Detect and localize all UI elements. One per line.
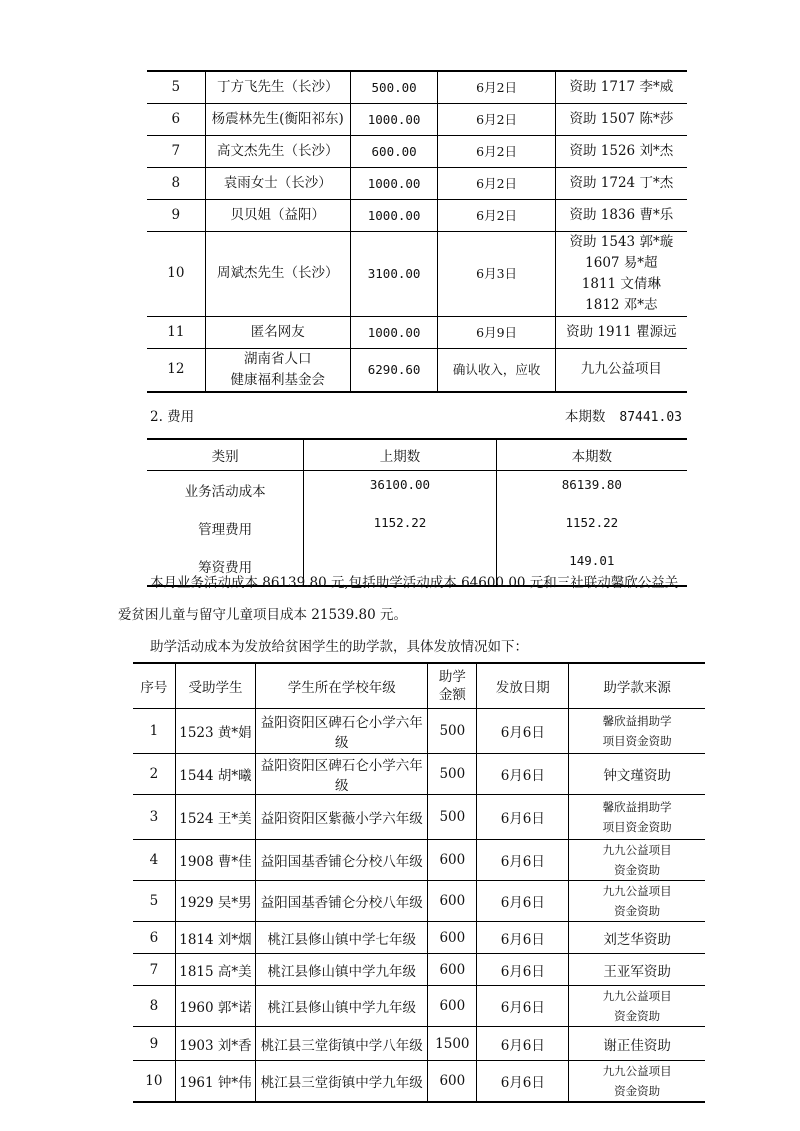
aid-intro-text: 助学活动成本为发放给贫困学生的助学款，具体发放情况如下： [150,639,528,655]
donation-no: 5 [147,71,205,103]
aid-amount: 500 [428,754,477,795]
aid-row [133,754,705,795]
aid-no: 3 [133,795,175,840]
donation-no: 6 [147,103,205,135]
donation-amount: 600.00 [350,135,438,167]
aid-source-line: 资金资助 [614,1084,661,1098]
aid-source-line: 馨欣益捐助学 [602,800,672,814]
aid-no: 9 [133,1027,175,1061]
aid-amount: 600 [428,954,477,986]
aid-amount: 600 [428,1061,477,1103]
aid-source-line: 钟文瑾资助 [603,768,671,784]
aid-no: 6 [133,922,175,954]
donation-donor-line: 匿名网友 [250,323,305,340]
donation-purpose [555,199,687,231]
donation-row [147,167,687,199]
aid-date: 6月6日 [477,754,569,795]
expense-prev: 36100.00 [304,471,496,510]
donation-purpose [555,167,687,199]
aid-no: 7 [133,954,175,986]
aid-source-line: 馨欣益捐助学 [602,714,672,728]
aid-date: 6月6日 [477,922,569,954]
aid-school: 益阳资阳区碑石仑小学六年级 [256,709,428,754]
aid-date: 6月6日 [477,795,569,840]
aid-school: 桃江县三堂街镇中学九年级 [256,1061,428,1103]
donation-row [147,103,687,135]
aid-row [133,986,705,1027]
donation-donor-line: 周斌杰先生（长沙） [216,265,339,281]
donation-purpose [555,348,687,392]
expense-section-total [565,405,682,425]
donation-purpose [555,231,687,316]
donation-donor-line: 高文杰先生（长沙） [216,142,339,159]
donation-no: 9 [147,199,205,231]
donation-row [147,316,687,348]
aid-header-no: 序号 [133,663,175,709]
donation-donor [205,231,350,316]
cost-summary-line1: 本月业务活动成本 86139.80 元,包括助学活动成本 64600.00 元和三社联动馨欣公益关 [150,575,679,591]
donation-date: 6月2日 [438,103,555,135]
donation-donor-line: 丁方飞先生（长沙） [216,78,339,95]
aid-date: 6月6日 [477,1027,569,1061]
aid-source-line: 资金资助 [614,1009,661,1023]
expense-category: 管理费用 [198,522,253,538]
aid-source-line: 刘芝华资助 [603,931,671,948]
aid-no: 4 [133,840,175,881]
aid-school: 益阳资阳区紫薇小学六年级 [256,795,428,840]
donation-row [147,348,687,392]
donation-donor-line: 袁雨女士（长沙） [223,174,332,191]
aid-source-line: 九九公益项目 [602,1064,672,1078]
expense-curr: 86139.80 [496,471,687,510]
expense-table-header [147,439,687,471]
expense-total-value: 87441.03 [619,410,682,425]
aid-no: 2 [133,754,175,795]
expense-curr: 1152.22 [496,509,687,547]
aid-school: 益阳国基香铺仑分校八年级 [256,840,428,881]
donation-donor [205,167,350,199]
donation-date: 6月3日 [438,231,555,316]
aid-school: 桃江县三堂街镇中学八年级 [256,1027,428,1061]
aid-amount: 600 [428,986,477,1027]
expense-header-category: 类别 [147,439,304,471]
aid-student: 1814 刘*烟 [175,922,255,954]
donation-purpose [555,71,687,103]
donation-donor [205,316,350,348]
aid-student: 1544 胡*曦 [175,754,255,795]
aid-amount: 500 [428,795,477,840]
aid-amount: 600 [428,840,477,881]
donation-row [147,71,687,103]
aid-header-amount-line2: 金额 [438,687,466,703]
donation-amount: 3100.00 [350,231,438,316]
aid-source-line: 项目资金资助 [602,734,672,748]
donation-date: 6月2日 [438,135,555,167]
aid-student: 1929 吴*男 [175,881,255,922]
donation-amount: 6290.60 [350,348,438,392]
aid-source-line: 九九公益项目 [602,989,672,1003]
aid-school: 桃江县修山镇中学七年级 [256,922,428,954]
donation-donor [205,103,350,135]
aid-source-line: 项目资金资助 [602,820,672,834]
donation-amount: 1000.00 [350,199,438,231]
donation-purpose-line: 资助 1911 瞿源远 [566,323,677,340]
donation-no: 12 [147,348,205,392]
aid-amount: 600 [428,922,477,954]
aid-student: 1903 刘*香 [175,1027,255,1061]
aid-source-line: 王亚军资助 [603,963,671,980]
donation-purpose-line: 九九公益项目 [580,361,662,378]
donation-donor [205,348,350,392]
donation-purpose-line: 资助 1543 郭*璇 [569,233,674,250]
aid-source-line: 九九公益项目 [602,884,672,898]
aid-school: 桃江县修山镇中学九年级 [256,954,428,986]
aid-source [569,709,705,754]
aid-date: 6月6日 [477,840,569,881]
cost-summary-line2: 爱贫困儿童与留守儿童项目成本 21539.80 元。 [118,607,407,623]
expense-prev: 1152.22 [304,509,496,547]
aid-date: 6月6日 [477,709,569,754]
aid-amount: 1500 [428,1027,477,1061]
aid-student: 1815 高*美 [175,954,255,986]
aid-school: 桃江县修山镇中学九年级 [256,986,428,1027]
aid-row [133,1027,705,1061]
expense-header-curr: 本期数 [496,439,687,471]
donation-row [147,135,687,167]
aid-school: 益阳国基香铺仑分校八年级 [256,881,428,922]
donation-purpose [555,103,687,135]
aid-source [569,754,705,795]
aid-no: 1 [133,709,175,754]
donation-purpose-line: 资助 1526 刘*杰 [569,142,674,159]
aid-table-body [133,709,705,1103]
aid-student: 1523 黄*娟 [175,709,255,754]
aid-header-student: 受助学生 [175,663,255,709]
donation-date: 6月9日 [438,316,555,348]
aid-student: 1524 王*美 [175,795,255,840]
donation-no: 11 [147,316,205,348]
aid-row [133,922,705,954]
aid-header-source: 助学款来源 [569,663,705,709]
expense-row [147,471,687,510]
aid-row [133,954,705,986]
aid-school: 益阳资阳区碑石仑小学六年级 [256,754,428,795]
aid-source [569,840,705,881]
donation-purpose-line: 资助 1717 李*威 [569,78,674,95]
donation-date: 6月2日 [438,71,555,103]
aid-header-amount-line1: 助学 [438,669,466,685]
expense-curr: 149.01 [496,547,687,586]
donation-purpose [555,135,687,167]
donation-amount: 1000.00 [350,316,438,348]
donation-date: 6月2日 [438,167,555,199]
donation-donor-line: 健康福利基金会 [230,371,325,388]
aid-amount: 600 [428,881,477,922]
donation-no: 10 [147,231,205,316]
aid-date: 6月6日 [477,986,569,1027]
aid-row [133,795,705,840]
donation-donor-line: 湖南省人口 [243,350,312,367]
aid-header-school: 学生所在学校年级 [256,663,428,709]
aid-no: 8 [133,986,175,1027]
aid-student: 1961 钟*伟 [175,1061,255,1103]
aid-date: 6月6日 [477,1061,569,1103]
aid-source-line: 资金资助 [614,863,661,877]
donation-purpose-line: 1812 邓*志 [585,296,658,313]
aid-date: 6月6日 [477,954,569,986]
donation-no: 8 [147,167,205,199]
donation-amount: 1000.00 [350,103,438,135]
aid-source-line: 谢正佳资助 [603,1037,671,1054]
donation-purpose-line: 1607 易*超 [585,254,658,271]
expense-section-title: 2. 费用 [150,409,195,425]
donation-table [147,70,687,393]
donation-donor [205,135,350,167]
aid-amount: 500 [428,709,477,754]
aid-table-header [133,663,705,709]
expense-table [147,438,687,587]
aid-row [133,840,705,881]
aid-no: 10 [133,1061,175,1103]
aid-student: 1960 郭*诺 [175,986,255,1027]
donation-table-body [147,71,687,392]
aid-no: 5 [133,881,175,922]
aid-header-amount [428,663,477,709]
donation-donor [205,71,350,103]
aid-row [133,1061,705,1103]
donation-date: 6月2日 [438,199,555,231]
aid-row [133,709,705,754]
aid-source [569,954,705,986]
aid-source [569,881,705,922]
aid-date: 6月6日 [477,881,569,922]
aid-table [133,662,705,1103]
donation-no: 7 [147,135,205,167]
aid-row [133,881,705,922]
aid-source [569,986,705,1027]
expense-row [147,509,687,547]
aid-source [569,1061,705,1103]
aid-header-date: 发放日期 [477,663,569,709]
aid-source-line: 九九公益项目 [602,843,672,857]
aid-source [569,922,705,954]
aid-student: 1908 曹*佳 [175,840,255,881]
donation-purpose [555,316,687,348]
donation-purpose-line: 1811 文倩琳 [581,275,661,292]
donation-donor-line: 贝贝姐（益阳） [230,206,325,223]
donation-donor-line: 杨震林先生(衡阳祁东) [211,110,344,127]
expense-category: 业务活动成本 [184,484,266,500]
aid-source [569,1027,705,1061]
donation-purpose-line: 资助 1836 曹*乐 [569,206,674,223]
donation-purpose-line: 资助 1507 陈*莎 [569,110,674,127]
donation-amount: 500.00 [350,71,438,103]
expense-total-label: 本期数 [564,409,606,425]
expense-category: 筹资费用 [198,560,253,576]
donation-row [147,199,687,231]
donation-purpose-line: 资助 1724 丁*杰 [569,174,674,191]
donation-row [147,231,687,316]
donation-amount: 1000.00 [350,167,438,199]
donation-date: 确认收入，应收 [438,348,555,392]
aid-source [569,795,705,840]
donation-donor [205,199,350,231]
aid-source-line: 资金资助 [614,904,661,918]
expense-header-prev: 上期数 [304,439,496,471]
